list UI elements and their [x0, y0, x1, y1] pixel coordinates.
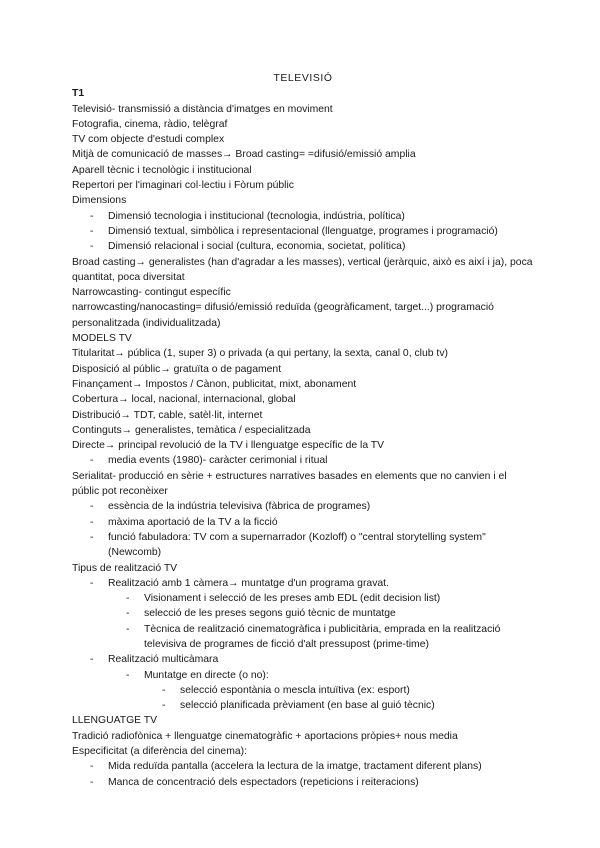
list-item — [72, 576, 534, 591]
document-body — [72, 71, 534, 790]
section-heading-realitzacio: Tipus de realització TV — [72, 562, 178, 574]
text-line: Repertori per l'imaginari col·lectiu i Fòrum públic — [72, 180, 294, 192]
bullet-dash: - — [126, 593, 130, 605]
list-item — [72, 698, 534, 713]
text-line: Disposició al públic→ gratuïta o de pagament — [72, 363, 282, 375]
text-line: Directe→ principal revolució de la TV i llenguatge específic de la TV — [72, 440, 385, 452]
section-heading-llenguatge: LLENGUATGE TV — [72, 715, 158, 727]
list-item-text: Realització amb 1 càmera→ muntatge d'un programa gravat. — [108, 577, 389, 589]
text-line: Aparell tècnic i tecnològic i institucional — [72, 164, 252, 176]
list-item — [72, 499, 534, 514]
list-item — [72, 239, 534, 254]
list-item-text: Realització multicàmara — [108, 654, 219, 666]
text-line: Finançament→ Impostos / Cànon, publicitat, mixt, abonament — [72, 378, 357, 390]
section-heading-t1: T1 — [72, 88, 85, 100]
section-heading-models: MODELS TV — [72, 333, 132, 345]
bullet-dash: - — [162, 684, 166, 696]
list-item — [72, 652, 534, 667]
bullet-dash: - — [90, 776, 94, 788]
list-item-text: Dimensió tecnologia i institucional (tecnologia, indústria, política) — [108, 210, 405, 222]
list-item-text: selecció espontània o mescla intuïtiva (ex: esport) — [180, 684, 410, 696]
list-item — [72, 606, 534, 621]
list-item-text: Tècnica de realització cinematogràfica i publicitària, emprada en la realització televisiva de programes de ficció d'alt pressupost (prime-time) — [144, 623, 501, 650]
text-line: Fotografia, cinema, ràdio, telègraf — [72, 118, 228, 130]
text-line: Distribució→ TDT, cable, satèl·lit, internet — [72, 409, 263, 421]
bullet-dash: - — [126, 623, 130, 635]
list-item-text: selecció planificada prèviament (en base al guió tècnic) — [180, 700, 435, 712]
bullet-dash: - — [90, 761, 94, 773]
text-line: Continguts→ generalistes, temàtica / especialitzada — [72, 424, 311, 436]
list-item-text: selecció de les preses segons guió tècnic de muntatge — [144, 608, 396, 620]
list-item-text: Dimensió relacional i social (cultura, economia, societat, política) — [108, 241, 406, 253]
bullet-dash: - — [90, 654, 94, 666]
list-item-text: Manca de concentració dels espectadors (repeticions i reiteracions) — [108, 776, 419, 788]
bullet-dash: - — [126, 608, 130, 620]
list-item-text: Dimensió textual, simbòlica i representacional (llenguatge, programes i programació) — [108, 225, 498, 237]
list-item-text: màxima aportació de la TV a la ficció — [108, 516, 278, 528]
list-item — [72, 224, 534, 239]
text-line: TV com objecte d'estudi complex — [72, 134, 225, 146]
text-line: Especificitat (a diferència del cinema): — [72, 746, 247, 758]
text-line: Dimensions — [72, 195, 127, 207]
text-line: Titularitat→ pública (1, super 3) o privada (a qui pertany, la sexta, canal 0, club tv) — [72, 348, 448, 360]
paragraph-narrowcasting: narrowcasting/nanocasting= difusió/emissió reduïda (geogràficament, target...) programació personalitzada (individualitzada) — [72, 302, 494, 329]
list-item-text: media events (1980)- caràcter cerimonial i ritual — [108, 455, 328, 467]
bullet-dash: - — [90, 455, 94, 467]
text-line: Cobertura→ local, nacional, internacional, global — [72, 394, 296, 406]
list-item-text: Mida reduïda pantalla (accelera la lectura de la imatge, tractament diferent plans) — [108, 761, 482, 773]
list-item — [72, 530, 534, 561]
list-item — [72, 591, 534, 606]
list-item — [72, 759, 534, 774]
list-item-text: funció fabuladora: TV com a supernarrador (Kozloff) o "central storytelling system" (Newcomb) — [108, 531, 486, 559]
list-item — [72, 775, 534, 790]
text-line: Tradició radiofònica + llenguatge cinematogràfic + aportacions pròpies+ nous media — [72, 730, 458, 742]
bullet-dash: - — [126, 669, 130, 681]
paragraph-broadcasting: Broad casting→ generalistes (han d'agradar a les masses), vertical (jeràrquic, això es així i ja), poca quantitat, poca diversitat — [72, 256, 533, 283]
bullet-dash: - — [90, 501, 94, 513]
list-item — [72, 515, 534, 530]
list-item — [72, 209, 534, 224]
bullet-dash: - — [90, 531, 94, 543]
list-item — [72, 622, 534, 653]
bullet-dash: - — [90, 210, 94, 222]
text-line: Mitjà de comunicació de masses→ Broad casting= =difusió/emissió amplia — [72, 149, 416, 161]
bullet-dash: - — [90, 225, 94, 237]
list-item — [72, 453, 534, 468]
bullet-dash: - — [90, 241, 94, 253]
list-item — [72, 683, 534, 698]
list-item — [72, 668, 534, 683]
text-line: Televisió- transmissió a distància d'imatges en moviment — [72, 103, 333, 115]
list-item-text: Muntatge en directe (o no): — [144, 669, 269, 681]
bullet-dash: - — [90, 577, 94, 589]
list-item-text: Visionament i selecció de les preses amb EDL (edit decision list) — [144, 593, 441, 605]
bullet-dash: - — [162, 700, 166, 712]
page-title: TELEVISIÓ — [273, 73, 333, 84]
paragraph-serialitat: Serialitat- producció en sèrie + estructures narratives basades en elements que no canvien i el públic pot reconèixer — [72, 470, 507, 498]
list-item-text: essència de la indústria televisiva (fàbrica de programes) — [108, 501, 371, 513]
text-line: Narrowcasting- contingut específic — [72, 287, 231, 299]
bullet-dash: - — [90, 516, 94, 528]
